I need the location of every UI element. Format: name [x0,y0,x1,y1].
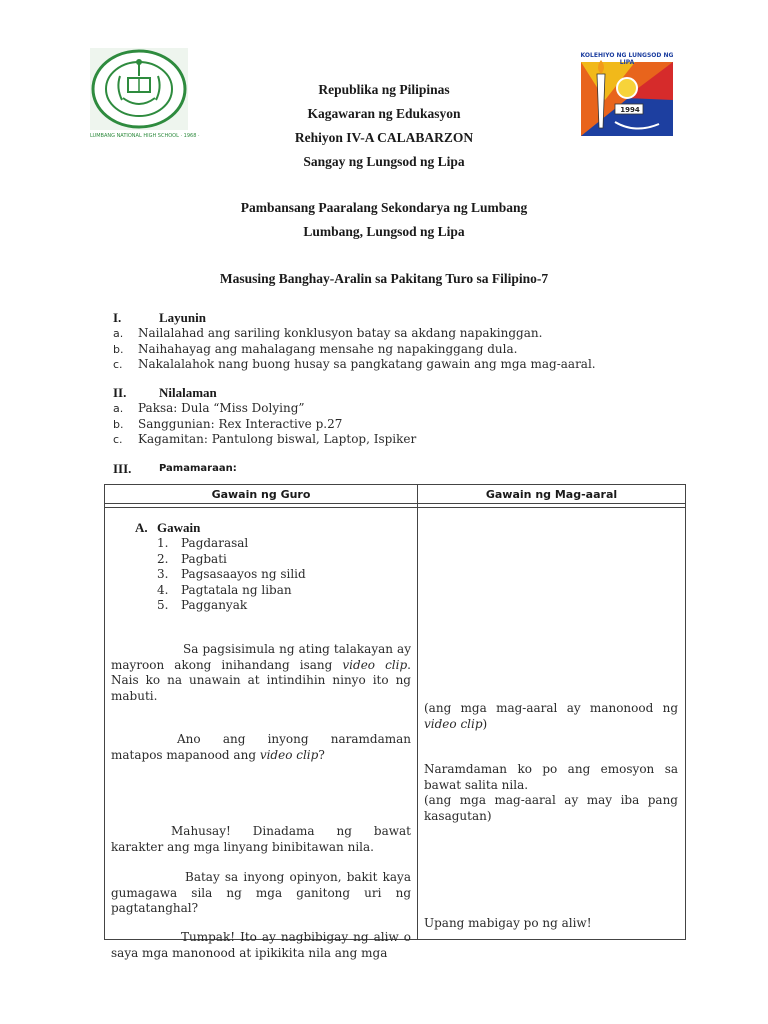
student-response-3: (ang mga mag-aaral ay may iba pang kasagutan) [424,793,678,823]
list-item [157,598,306,614]
step-number: 1. [157,536,169,550]
item-letter: a. [113,402,124,415]
gawain-title: Gawain [157,520,201,535]
item-text: Kagamitan: Pantulong biswal, Laptop, Ispiker [138,432,417,446]
header-region: Rehiyon IV-A CALABARZON [294,130,474,145]
teacher-paragraph-4: Batay sa inyong opinyon, bakit kaya gumagawa sila ng mga ganitong uri ng pagtatanghal? [111,870,411,915]
list-item [113,417,416,433]
section-number: III. [113,461,132,476]
header-student: Gawain ng Mag-aaral [485,488,618,501]
item-text: Sanggunian: Rex Interactive p.27 [138,416,343,431]
table-body-row [105,508,685,960]
header-department: Kagawaran ng Edukasyon [307,106,461,121]
school-name: Pambansang Paaralang Sekondarya ng Lumbang [240,200,528,215]
student-response-4: Upang mabigay po ng aliw! [424,916,592,930]
item-text: Nailalahad ang sariling konklusyon batay sa akdang napakinggan. [138,326,543,340]
student-cell [418,508,685,939]
section-title: Nilalaman [159,385,217,400]
teacher-paragraph-5: Tumpak! Ito ay nagbibigay ng aliw o saya mga manonood at ipikikita nila ang mga [111,930,411,960]
teacher-paragraph-2: Ano ang inyong naramdaman matapos mapanood ang video clip? [111,732,411,762]
gawain-steps [157,536,306,614]
list-item [113,401,416,417]
section-pamamaraan [113,460,237,477]
teacher-cell [105,508,418,960]
step-number: 3. [157,567,169,581]
step-text: Pagbati [181,551,227,566]
list-item [113,326,596,342]
activities-table [104,484,686,960]
step-text: Pagganyak [181,598,248,612]
table-header [105,485,685,504]
section-title: Pamamaraan: [159,463,237,474]
step-number: 4. [157,582,169,597]
item-letter: c. [113,358,123,371]
section-nilalaman [113,384,416,448]
school-address: Lumbang, Lungsod ng Lipa [303,224,465,239]
list-item [113,357,596,373]
section-number: II. [113,385,127,400]
list-item [157,567,306,583]
document-header [0,78,768,174]
item-letter: c. [113,433,123,446]
section-title: Layunin [159,310,206,325]
header-republic: Republika ng Pilipinas [318,82,450,97]
lesson-plan-title: Masusing Banghay-Aralin sa Pakitang Turo sa Filipino-7 [219,271,549,286]
header-division: Sangay ng Lungsod ng Lipa [303,154,465,169]
gawain-heading [135,520,200,536]
section-number: I. [113,310,122,325]
item-text: Naihahayag ang mahalagang mensahe ng napakinggang dula. [138,341,518,356]
student-response-2: Naramdaman ko po ang emosyon sa bawat salita nila. [424,762,678,792]
list-item [113,342,596,358]
step-text: Pagtatala ng liban [181,582,292,597]
header-teacher: Gawain ng Guro [105,485,418,503]
step-text: Pagdarasal [181,536,249,550]
teacher-paragraph-3: Mahusay! Dinadama ng bawat karakter ang mga linyang binibitawan nila. [111,824,411,854]
school-seal-text: LUMBANG NATIONAL HIGH SCHOOL · 1968 · [90,133,200,139]
item-text: Nakalalahok nang buong husay sa pangkatang gawain ang mga mag-aaral. [138,357,596,371]
school-block [0,196,768,244]
teacher-paragraph-1: Sa pagsisimula ng ating talakayan ay mayroon akong inihandang isang video clip. Nais ko na unawain at intindihin ninyo ito ng mabuti. [111,642,411,703]
list-item [157,552,306,568]
item-letter: b. [113,342,124,356]
college-logo-text: KOLEHIYO NG LUNGSOD NG LIPA [580,52,674,66]
step-number: 2. [157,551,169,566]
step-text: Pagsasaayos ng silid [181,567,306,581]
gawain-letter: A. [135,520,148,535]
section-layunin [113,309,596,373]
step-number: 5. [157,598,169,612]
student-response-1: (ang mga mag-aaral ay manonood ng video clip) [424,701,678,731]
list-item [157,536,306,552]
list-item [113,432,416,448]
item-text: Paksa: Dula “Miss Dolying” [138,401,305,415]
list-item [157,583,306,599]
item-letter: b. [113,417,124,431]
item-letter: a. [113,327,124,340]
college-logo-year: 1994 [620,106,640,114]
